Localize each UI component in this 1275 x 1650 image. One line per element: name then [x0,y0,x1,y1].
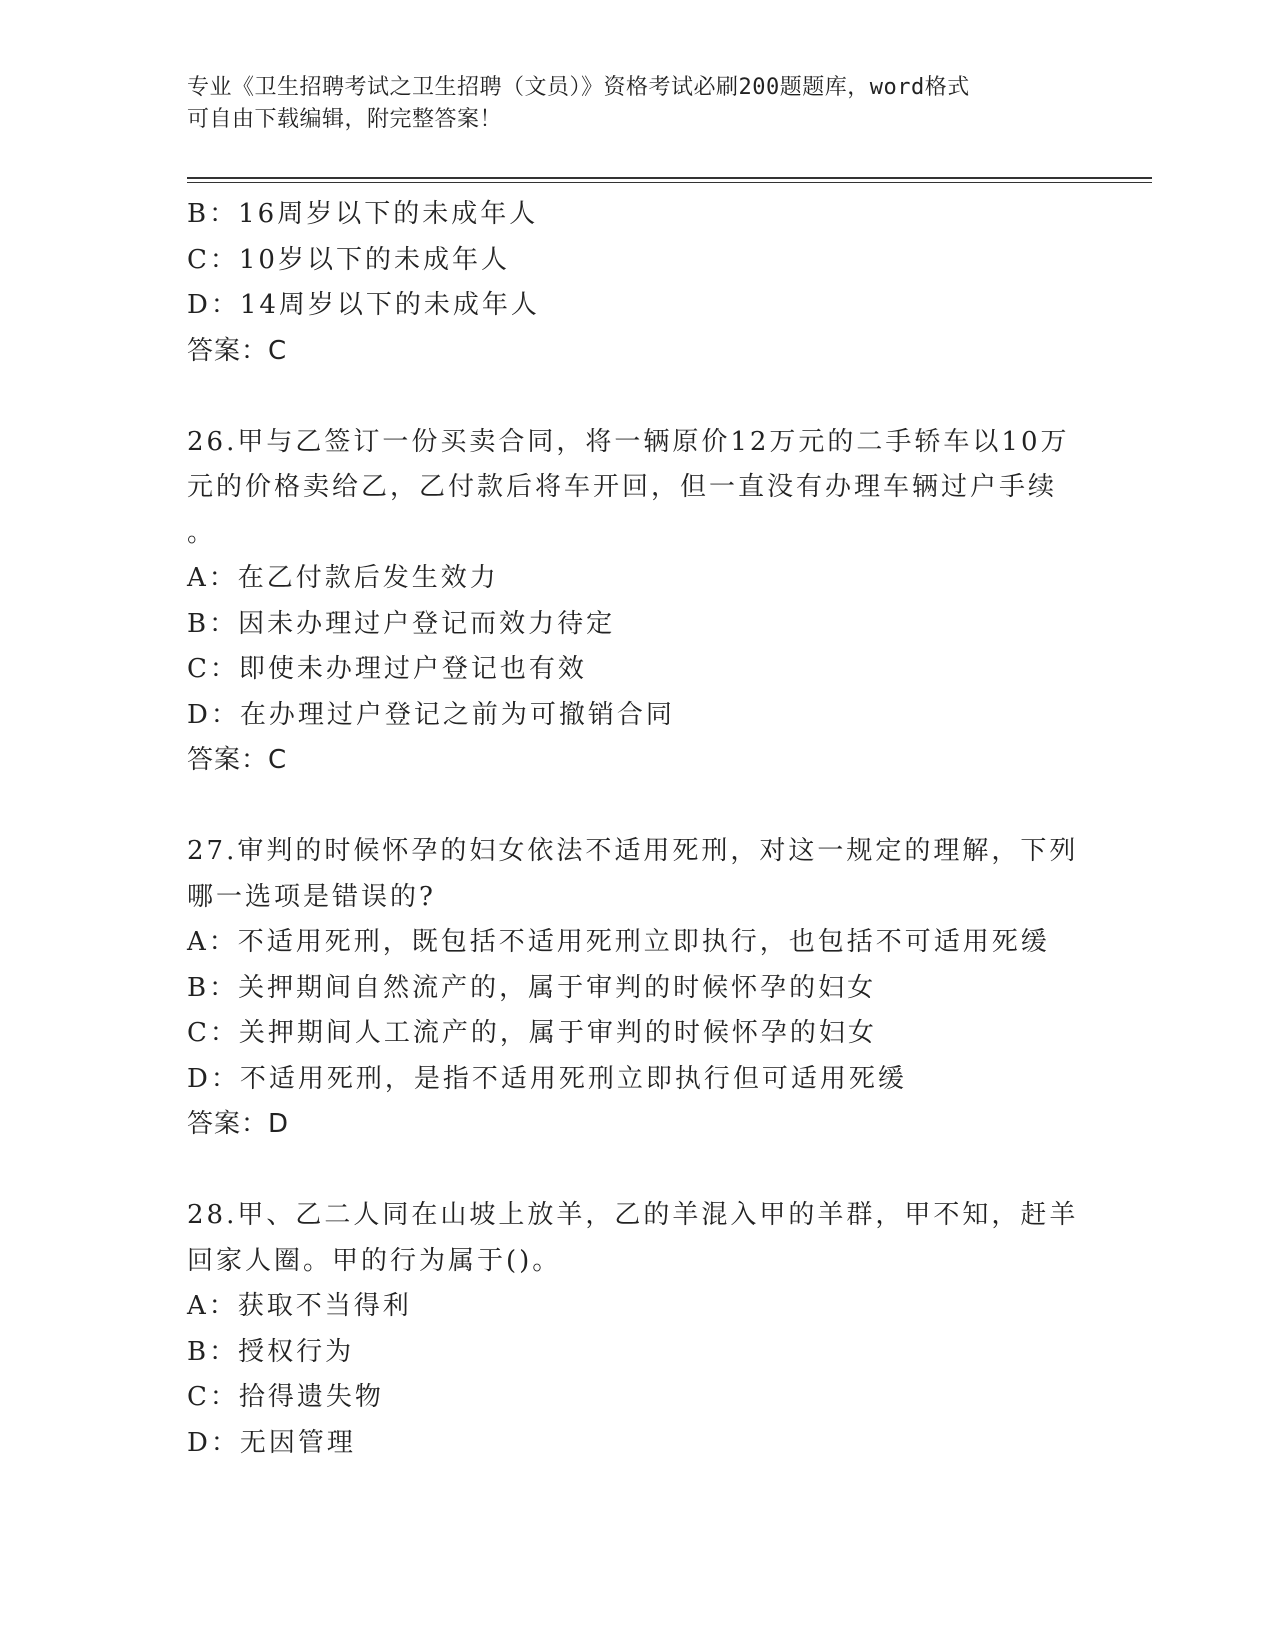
answer-line: 答案：D [187,1109,290,1139]
question-stem-line: 26.甲与乙签订一份买卖合同，将一辆原价12万元的二手轿车以10万 [187,426,1070,457]
document-header [187,72,1067,136]
question-stem-line: 。 [187,517,217,548]
option-d: D：14周岁以下的未成年人 [187,290,540,320]
option-a: A：不适用死刑，既包括不适用死刑立即执行，也包括不可适用死缓 [187,927,1050,957]
question-stem-line: 元的价格卖给乙，乙付款后将车开回，但一直没有办理车辆过户手续 [187,472,1058,502]
option-b: B：授权行为 [187,1336,355,1367]
header-title-line-2: 可自由下载编辑，附完整答案！ [187,107,503,132]
question-stem-line: 回家人圈。甲的行为属于()。 [187,1245,562,1276]
option-c: C：即使未办理过户登记也有效 [187,654,587,684]
spacer [187,374,1087,420]
option-c: C：关押期间人工流产的，属于审判的时候怀孕的妇女 [187,1018,877,1048]
option-b: B：关押期间自然流产的，属于审判的时候怀孕的妇女 [187,972,877,1003]
question-25-continuation [187,192,1087,374]
question-27 [187,829,1087,1148]
answer-line: 答案：C [187,335,288,366]
question-stem-line: 哪一选项是错误的? [187,881,436,912]
question-stem-line: 28.甲、乙二人同在山坡上放羊，乙的羊混入甲的羊群，甲不知，赶羊 [187,1200,1079,1230]
question-26 [187,420,1087,784]
question-28 [187,1193,1087,1466]
option-b: B：因未办理过户登记而效力待定 [187,608,616,639]
option-d: D：不适用死刑，是指不适用死刑立即执行但可适用死缓 [187,1063,907,1094]
header-title-line-1: 专业《卫生招聘考试之卫生招聘（文员）》资格考试必刷200题题库，word格式 [187,75,970,100]
answer-line: 答案：C [187,745,288,775]
option-a: A：获取不当得利 [187,1291,412,1321]
header-divider-thick [187,177,1152,179]
document-body [187,192,1087,1466]
option-c: C：10岁以下的未成年人 [187,244,510,275]
spacer [187,1148,1087,1194]
option-c: C：拾得遗失物 [187,1382,384,1412]
spacer [187,784,1087,830]
option-b: B：16周岁以下的未成年人 [187,199,539,229]
option-d: D：在办理过户登记之前为可撤销合同 [187,699,675,730]
option-d: D：无因管理 [187,1427,356,1458]
question-stem-line: 27.审判的时候怀孕的妇女依法不适用死刑，对这一规定的理解，下列 [187,836,1079,866]
option-a: A：在乙付款后发生效力 [187,563,499,593]
header-divider-thin [187,182,1152,183]
